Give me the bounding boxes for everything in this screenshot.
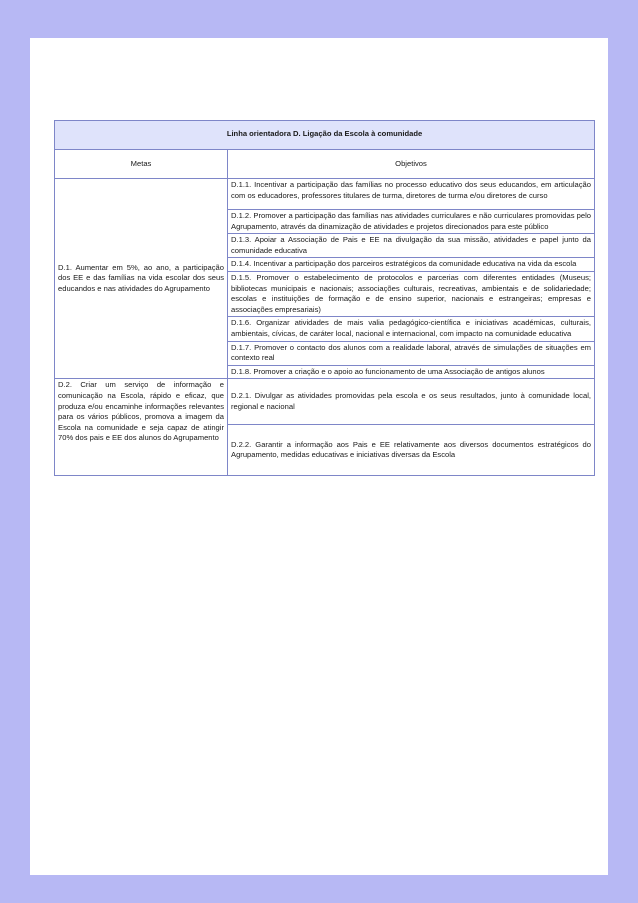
meta-d2: D.2. Criar um serviço de informação e comunicação na Escola, rápido e eficaz, que produza e/ou encaminhe informações relevantes para os vários públicos, promova a imagem da Escola na comunidade e seja capaz de atingir 70% dos pais e EE dos alunos do Agrupamento: [55, 379, 228, 476]
objetivo-d2-1: D.2.1. Divulgar as atividades promovidas pela escola e os seus resultados, junto à comunidade local, regional e nacional: [228, 379, 595, 425]
orientation-table: [54, 120, 595, 476]
table-title: Linha orientadora D. Ligação da Escola à comunidade: [55, 121, 595, 150]
objetivo-d2-2: D.2.2. Garantir a informação aos Pais e EE relativamente aos diversos documentos estratégicos do Agrupamento, medidas educativas e iniciativas diversas da Escola: [228, 425, 595, 476]
document-page: [30, 38, 608, 875]
objetivo-d1-8: D.1.8. Promover a criação e o apoio ao funcionamento de uma Associação de antigos alunos: [228, 365, 595, 379]
header-metas: Metas: [55, 150, 228, 179]
objetivo-d1-2: D.1.2. Promover a participação das famílias nas atividades curriculares e não curriculares promovidas pelo Agrupamento, através da dinamização de atividades e projetos direcionados para este público: [228, 210, 595, 234]
objetivo-d1-1: D.1.1. Incentivar a participação das famílias no processo educativo dos seus educandos, em articulação com os educadores, professores titulares de turma, diretores de turma e/ou diretores de curso: [228, 179, 595, 210]
objetivo-d1-7: D.1.7. Promover o contacto dos alunos com a realidade laboral, através de simulações de situações em contexto real: [228, 341, 595, 365]
objetivo-d1-6: D.1.6. Organizar atividades de mais valia pedagógico-científica e iniciativas académicas, culturais, ambientais, cívicas, de caráter local, nacional e internacional, com impacto na comunidade educativa: [228, 317, 595, 341]
objetivo-d1-3: D.1.3. Apoiar a Associação de Pais e EE na divulgação da sua missão, atividades e papel junto da comunidade educativa: [228, 234, 595, 258]
meta-d1: D.1. Aumentar em 5%, ao ano, a participação dos EE e das famílias na vida escolar dos seus educandos e nas atividades do Agrupamento: [55, 179, 228, 379]
header-objetivos: Objetivos: [228, 150, 595, 179]
objetivo-d1-5: D.1.5. Promover o estabelecimento de protocolos e parcerias com diferentes entidades (Museus; bibliotecas municipais e nacionais; associações culturais, recreativas, ambientais e de solidariedade; escolas e instituições de formação e de ensino superior, nacionais e estrangeiras; empresas e associações empresariais): [228, 271, 595, 316]
objetivo-d1-4: D.1.4. Incentivar a participação dos parceiros estratégicos da comunidade educativa na vida da escola: [228, 258, 595, 272]
